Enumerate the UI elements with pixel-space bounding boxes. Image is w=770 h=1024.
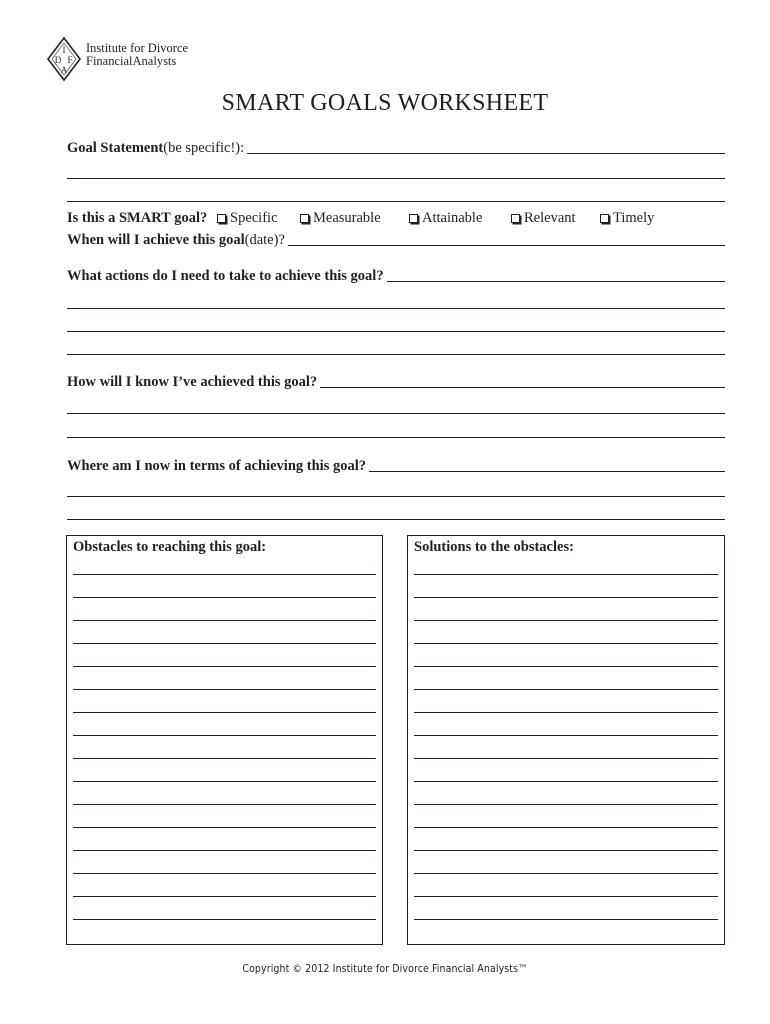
how-know-label: How will I know I’ve achieved this goal? [67, 374, 318, 390]
checkbox-icon[interactable] [217, 214, 226, 223]
solutions-write-line[interactable] [414, 850, 718, 851]
actions-field[interactable] [387, 281, 725, 282]
goal-statement-hint: (be specific!): [163, 140, 245, 156]
obstacles-box [66, 535, 383, 945]
checkbox-icon[interactable] [511, 214, 520, 223]
idfa-diamond-logo-icon [46, 36, 82, 82]
solutions-write-line[interactable] [414, 896, 718, 897]
solutions-write-line[interactable] [414, 574, 718, 575]
actions-line-4[interactable] [67, 354, 725, 355]
svg-text:F: F [67, 55, 73, 65]
obstacles-write-line[interactable] [73, 873, 376, 874]
option-attainable-label: Attainable [422, 210, 483, 226]
svg-text:A: A [60, 65, 68, 75]
checkbox-icon[interactable] [409, 214, 418, 223]
page-title: SMART GOALS WORKSHEET [221, 90, 549, 116]
idfa-logo [46, 36, 206, 84]
where-now-row [67, 458, 725, 475]
obstacles-write-line[interactable] [73, 574, 376, 575]
copyright-text: Copyright © 2012 Institute for Divorce Financial Analysts™ [242, 963, 528, 975]
obstacles-write-line[interactable] [73, 850, 376, 851]
obstacles-write-line[interactable] [73, 919, 376, 920]
solutions-write-line[interactable] [414, 827, 718, 828]
smart-check-row [67, 210, 737, 227]
checkbox-icon[interactable] [600, 214, 609, 223]
option-specific[interactable] [217, 210, 278, 227]
when-row [67, 232, 725, 249]
actions-row [67, 268, 725, 285]
solutions-write-line[interactable] [414, 919, 718, 920]
goal-statement-line-3[interactable] [67, 201, 725, 202]
how-know-field[interactable] [320, 387, 725, 388]
obstacles-write-line[interactable] [73, 758, 376, 759]
goal-statement-field[interactable] [247, 153, 725, 154]
actions-label: What actions do I need to take to achieve this goal? [67, 268, 384, 284]
where-now-field[interactable] [369, 471, 725, 472]
where-now-line-2[interactable] [67, 496, 725, 497]
option-specific-label: Specific [230, 210, 278, 226]
solutions-write-line[interactable] [414, 689, 718, 690]
where-now-line-3[interactable] [67, 519, 725, 520]
how-know-line-2[interactable] [67, 413, 725, 414]
obstacles-heading: Obstacles to reaching this goal: [73, 539, 267, 555]
actions-line-2[interactable] [67, 308, 725, 309]
when-date-field[interactable] [288, 245, 725, 246]
option-measurable-label: Measurable [313, 210, 381, 226]
goal-statement-line-2[interactable] [67, 178, 725, 179]
solutions-write-line[interactable] [414, 735, 718, 736]
how-know-row [67, 374, 725, 391]
option-attainable[interactable] [409, 210, 482, 227]
solutions-write-line[interactable] [414, 666, 718, 667]
solutions-write-line[interactable] [414, 597, 718, 598]
solutions-write-line[interactable] [414, 758, 718, 759]
obstacles-write-line[interactable] [73, 712, 376, 713]
actions-line-3[interactable] [67, 331, 725, 332]
when-hint: (date)? [244, 232, 285, 248]
option-relevant[interactable] [511, 210, 576, 227]
svg-text:D: D [54, 55, 62, 65]
checkbox-icon[interactable] [300, 214, 309, 223]
obstacles-write-line[interactable] [73, 620, 376, 621]
obstacles-write-line[interactable] [73, 643, 376, 644]
smart-question: Is this a SMART goal? [67, 210, 208, 226]
when-label: When will I achieve this goal [67, 232, 245, 248]
how-know-line-3[interactable] [67, 437, 725, 438]
option-measurable[interactable] [300, 210, 381, 227]
solutions-write-line[interactable] [414, 712, 718, 713]
svg-text:I: I [62, 45, 66, 55]
obstacles-write-line[interactable] [73, 827, 376, 828]
solutions-write-line[interactable] [414, 804, 718, 805]
solutions-write-line[interactable] [414, 620, 718, 621]
obstacles-write-line[interactable] [73, 735, 376, 736]
where-now-label: Where am I now in terms of achieving this goal? [67, 458, 366, 474]
obstacles-write-line[interactable] [73, 597, 376, 598]
obstacles-write-line[interactable] [73, 689, 376, 690]
org-name-line1: Institute for Divorce [86, 41, 189, 55]
solutions-write-line[interactable] [414, 643, 718, 644]
goal-statement-row [67, 140, 725, 157]
goal-statement-label: Goal Statement [67, 140, 164, 156]
solutions-heading: Solutions to the obstacles: [414, 539, 574, 555]
option-timely[interactable] [600, 210, 654, 227]
obstacles-write-line[interactable] [73, 666, 376, 667]
org-name [86, 42, 188, 68]
obstacles-write-line[interactable] [73, 781, 376, 782]
solutions-write-line[interactable] [414, 781, 718, 782]
obstacles-write-line[interactable] [73, 804, 376, 805]
option-relevant-label: Relevant [524, 210, 576, 226]
obstacles-write-line[interactable] [73, 896, 376, 897]
solutions-box [407, 535, 725, 945]
org-name-line2: FinancialAnalysts [86, 54, 177, 68]
solutions-write-line[interactable] [414, 873, 718, 874]
option-timely-label: Timely [613, 210, 655, 226]
